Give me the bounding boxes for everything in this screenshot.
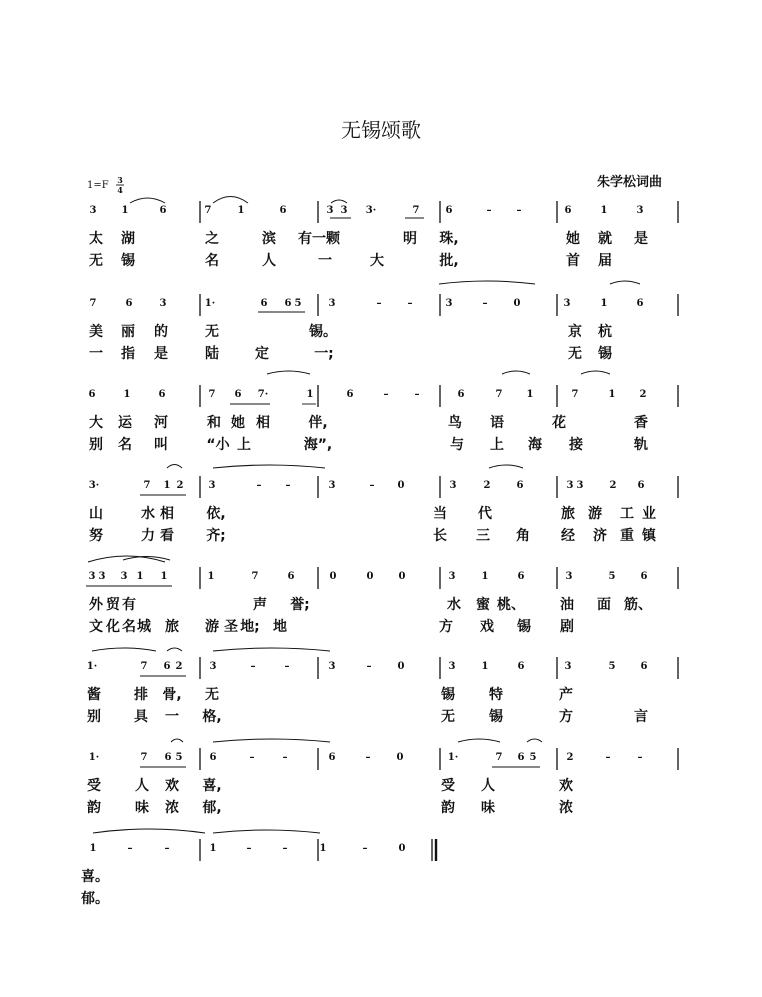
- lyric-word: 名: [122, 619, 136, 635]
- note: 6: [159, 205, 167, 216]
- note: –: [282, 843, 288, 854]
- note: 7: [412, 205, 420, 216]
- lyric-word: 别: [89, 437, 103, 453]
- note: –: [164, 843, 170, 854]
- lyric-word: 三: [476, 528, 490, 544]
- note: 3: [328, 661, 336, 672]
- note: 2: [566, 752, 574, 763]
- lyric-word: 味: [481, 800, 495, 816]
- music-system: [200, 385, 678, 407]
- note: 7: [143, 480, 151, 491]
- note: –: [366, 661, 372, 672]
- lyric-word: 与: [450, 437, 464, 453]
- tie-slur: [171, 739, 183, 742]
- note: 3: [445, 298, 453, 309]
- tie-slur: [489, 465, 523, 468]
- note: 6: [88, 389, 96, 400]
- note: 3: [88, 571, 96, 582]
- note: 6: [234, 389, 242, 400]
- note: –: [376, 298, 382, 309]
- lyric-word: 就: [598, 231, 612, 247]
- note: –: [414, 389, 420, 400]
- note: 7: [140, 661, 148, 672]
- note: 6: [637, 480, 645, 491]
- note: 1: [89, 843, 97, 854]
- note: 1: [136, 571, 144, 582]
- lyric-word: 的: [154, 324, 168, 340]
- lyric-word: 京: [568, 324, 582, 340]
- lyric-word: 大: [89, 415, 103, 431]
- note: 3: [563, 298, 571, 309]
- note: 3: [449, 480, 457, 491]
- note: 3: [566, 480, 574, 491]
- note: 6: [640, 571, 648, 582]
- note: –: [285, 480, 291, 491]
- lyric-word: 一: [165, 709, 179, 725]
- lyric-word: 贸: [106, 597, 120, 613]
- lyric-word: 珠,: [439, 231, 459, 247]
- tie-slur: [92, 648, 156, 651]
- note: 6: [517, 661, 525, 672]
- lyric-word: 锡: [598, 346, 612, 362]
- lyric-word: 言: [634, 709, 648, 725]
- lyric-word: 定: [255, 346, 269, 362]
- note: 1: [481, 571, 489, 582]
- lyric-word: 欢: [165, 778, 179, 794]
- note: 7: [140, 752, 148, 763]
- note: 7: [251, 571, 259, 582]
- page-title: 无锡颂歌: [341, 118, 421, 142]
- note: –: [249, 752, 255, 763]
- note: –: [365, 752, 371, 763]
- note: 3: [209, 661, 217, 672]
- lyric-word: 运: [118, 415, 132, 431]
- lyric-word: 湖: [121, 231, 135, 247]
- lyric-word: 受: [87, 778, 101, 794]
- lyric-word: 重: [620, 528, 634, 544]
- note: 1: [600, 298, 608, 309]
- note: 1: [207, 571, 215, 582]
- note: 6: [164, 752, 172, 763]
- note: 3: [565, 571, 573, 582]
- note: 1: [123, 389, 131, 400]
- note: 6: [346, 389, 354, 400]
- lyric-word: 有: [122, 597, 136, 613]
- note: –: [284, 661, 290, 672]
- lyric-word: 水: [447, 597, 461, 613]
- note: 1: [600, 205, 608, 216]
- note: –: [369, 480, 375, 491]
- tie-slur: [213, 197, 248, 204]
- note: 3·: [365, 205, 377, 216]
- note: 0: [397, 661, 405, 672]
- lyric-word: 相: [256, 415, 270, 431]
- note: –: [256, 480, 262, 491]
- note: 0: [398, 571, 406, 582]
- lyric-word: 她: [231, 415, 245, 431]
- lyric-word: 指: [121, 346, 135, 362]
- lyric-word: 有一颗: [298, 231, 340, 247]
- note: 3: [448, 661, 456, 672]
- lyric-word: 接: [569, 437, 583, 453]
- lyric-word: 业: [642, 506, 656, 522]
- note: 6: [163, 661, 171, 672]
- tie-slur: [267, 371, 310, 374]
- lyric-word: “小: [206, 437, 230, 453]
- credit-line: 朱学松词曲: [597, 175, 663, 190]
- note: 2: [483, 480, 491, 491]
- note: 1: [526, 389, 534, 400]
- note: 7: [495, 389, 503, 400]
- lyric-word: 伴,: [308, 415, 328, 431]
- note: –: [516, 205, 522, 216]
- lyric-word: 届: [598, 253, 612, 269]
- note: 2: [176, 480, 184, 491]
- note: 3: [636, 205, 644, 216]
- lyric-word: 锡: [121, 253, 135, 269]
- note: 3: [159, 298, 167, 309]
- note: 1: [121, 205, 129, 216]
- note: 1: [163, 480, 171, 491]
- lyric-word: 批,: [439, 253, 459, 269]
- lyric-word: 太: [89, 231, 103, 247]
- note: 6: [445, 205, 453, 216]
- lyric-word: 陆: [205, 346, 219, 362]
- lyric-word: 浓: [165, 800, 179, 816]
- lyric-word: 游: [588, 506, 602, 522]
- lyric-word: 大: [370, 253, 384, 269]
- lyric-word: 面: [597, 597, 611, 613]
- tie-slur: [130, 198, 165, 203]
- note: 5: [294, 298, 302, 309]
- lyric-word: 叫: [154, 437, 168, 453]
- lyric-word: 锡: [489, 709, 503, 725]
- note: 1: [319, 843, 327, 854]
- lyric-word: 名: [118, 437, 132, 453]
- lyric-word: 一: [318, 253, 332, 269]
- lyric-word: 一: [89, 346, 103, 362]
- note: –: [383, 389, 389, 400]
- lyric-word: 受: [441, 778, 455, 794]
- lyric-word: 经: [561, 528, 575, 544]
- note: –: [127, 843, 133, 854]
- note: 6: [564, 205, 572, 216]
- note: 7: [495, 752, 503, 763]
- note: 6: [457, 389, 465, 400]
- lyric-word: 角: [516, 528, 530, 544]
- lyric-word: 酱: [87, 687, 101, 703]
- time-signature-top: 3: [117, 175, 123, 185]
- lyric-word: 人: [481, 778, 495, 794]
- note: 1·: [204, 298, 216, 309]
- lyric-word: 轨: [634, 437, 648, 453]
- lyric-word: 和: [207, 415, 221, 431]
- lyric-word: 一;: [314, 346, 334, 362]
- lyric-word: 锡: [441, 687, 455, 703]
- lyric-word: 上: [237, 437, 251, 453]
- tie-slur: [439, 281, 535, 284]
- note: 7·: [257, 389, 269, 400]
- tie-slur: [331, 200, 347, 203]
- note: 7: [571, 389, 579, 400]
- lyric-word: 旅: [561, 506, 575, 522]
- lyric-word: 韵: [87, 800, 101, 816]
- music-system: [200, 476, 678, 498]
- lyric-word: 丽: [121, 324, 135, 340]
- note: 3: [576, 480, 584, 491]
- note: 6: [517, 571, 525, 582]
- lyric-word: 圣: [224, 619, 238, 635]
- lyric-word: 文: [89, 619, 103, 635]
- lyric-word: 海: [528, 437, 542, 453]
- lyric-word: 喜,: [202, 778, 222, 794]
- note: –: [246, 843, 252, 854]
- note: 6: [328, 752, 336, 763]
- note: –: [250, 661, 256, 672]
- note: –: [605, 752, 611, 763]
- tie-slur: [213, 739, 330, 742]
- music-system: [200, 567, 678, 589]
- note: 7: [208, 389, 216, 400]
- music-system: [200, 657, 678, 679]
- lyric-word: 她: [566, 231, 580, 247]
- note: 6: [640, 661, 648, 672]
- note: 3: [564, 661, 572, 672]
- note: 3: [328, 298, 336, 309]
- lyric-word: 别: [87, 709, 101, 725]
- note: 1·: [447, 752, 459, 763]
- lyric-word: 锡。: [309, 324, 337, 340]
- tie-slur: [610, 281, 640, 284]
- note: 3: [89, 205, 97, 216]
- note: 6: [287, 571, 295, 582]
- tie-slur: [527, 739, 542, 742]
- lyric-word: 游: [205, 619, 219, 635]
- lyric-word: 之: [205, 231, 219, 247]
- lyric-word: 依,: [206, 506, 226, 522]
- lyric-word: 锡: [517, 619, 531, 635]
- note: 5: [529, 752, 537, 763]
- note: 1: [209, 843, 217, 854]
- lyric-word: 方: [439, 619, 453, 635]
- lyric-word: 化: [106, 619, 120, 635]
- lyric-word: 齐;: [206, 528, 226, 544]
- lyric-word: 无: [205, 324, 219, 340]
- note: 1: [608, 389, 616, 400]
- note: –: [482, 298, 488, 309]
- lyric-word: 无: [568, 346, 582, 362]
- note: 2: [175, 661, 183, 672]
- lyric-word: 济: [593, 528, 607, 544]
- lyric-word: 人: [135, 778, 149, 794]
- lyric-word: 是: [154, 346, 168, 362]
- note: 0: [366, 571, 374, 582]
- lyric-word: 特: [489, 687, 503, 703]
- tie-slur: [93, 829, 205, 833]
- lyric-word: 鸟: [448, 415, 462, 431]
- lyric-word: 郁,: [202, 800, 222, 816]
- note: 7: [204, 205, 212, 216]
- time-signature-bottom: 4: [117, 185, 123, 195]
- lyric-word: 人: [262, 253, 276, 269]
- lyric-word: 努: [89, 528, 103, 544]
- lyric-word: 上: [490, 437, 504, 453]
- note: 3: [208, 480, 216, 491]
- lyric-word: 欢: [559, 778, 573, 794]
- tie-slur: [213, 648, 330, 651]
- note: 1·: [86, 661, 98, 672]
- lyric-word: 旅: [165, 619, 179, 635]
- lyric-word: 浓: [559, 800, 573, 816]
- note: 6: [516, 480, 524, 491]
- tie-slur: [502, 371, 530, 374]
- note: 6: [636, 298, 644, 309]
- lyric-word: 山: [89, 506, 103, 522]
- lyric-word: 看: [160, 528, 174, 544]
- lyric-word: 长: [433, 528, 447, 544]
- note: 3: [326, 205, 334, 216]
- lyric-word: 无: [441, 709, 455, 725]
- lyric-word: 河: [154, 415, 168, 431]
- lyric-word: 相: [160, 506, 174, 522]
- note: 1: [481, 661, 489, 672]
- note: 1: [160, 571, 168, 582]
- lyric-word: 香: [634, 415, 648, 431]
- lyric-word: 誉;: [290, 597, 310, 613]
- lyric-word: 城: [137, 619, 151, 635]
- lyric-word: 镇: [642, 528, 656, 544]
- lyric-word: 具: [134, 709, 148, 725]
- lyric-word: 地: [273, 619, 287, 635]
- note: –: [486, 205, 492, 216]
- lyric-word: 花: [552, 415, 566, 431]
- note: 6: [125, 298, 133, 309]
- lyric-word: 方: [559, 709, 573, 725]
- note: 1: [306, 389, 314, 400]
- lyric-word: 首: [566, 253, 580, 269]
- lyric-word: 是: [634, 231, 648, 247]
- note: 3: [98, 571, 106, 582]
- lyric-word: 地;: [240, 619, 260, 635]
- tie-slur: [213, 465, 325, 468]
- note: 5: [608, 661, 616, 672]
- note: 6: [158, 389, 166, 400]
- lyric-word: 海”,: [303, 437, 333, 453]
- note: 6: [517, 752, 525, 763]
- note: 7: [89, 298, 97, 309]
- tie-slur: [167, 648, 182, 651]
- note: 3: [328, 480, 336, 491]
- lyric-word: 当: [433, 506, 447, 522]
- note: 6: [279, 205, 287, 216]
- note: 5: [608, 571, 616, 582]
- lyric-word: 代: [478, 506, 492, 522]
- note: 0: [513, 298, 521, 309]
- lyric-word: 筋、: [624, 597, 652, 613]
- lyric-word: 水: [141, 506, 155, 522]
- tie-slur: [458, 739, 500, 742]
- lyric-word: 蜜: [476, 597, 490, 613]
- lyric-word: 明: [403, 231, 417, 247]
- lyric-word: 无: [89, 253, 103, 269]
- lyric-word: 力: [141, 528, 155, 544]
- key-signature: 1=F: [87, 180, 109, 191]
- note: 3: [120, 571, 128, 582]
- lyric-word: 骨,: [162, 687, 182, 703]
- note: 1·: [88, 752, 100, 763]
- lyric-word: 郁。: [81, 891, 109, 907]
- note: 1: [237, 205, 245, 216]
- note: 5: [175, 752, 183, 763]
- note: 0: [396, 752, 404, 763]
- lyric-word: 杭: [598, 324, 612, 340]
- lyric-word: 产: [559, 687, 573, 703]
- lyric-word: 剧: [560, 619, 574, 635]
- note: 3: [340, 205, 348, 216]
- note: 6: [260, 298, 268, 309]
- tie-slur: [167, 465, 182, 469]
- note: 0: [397, 480, 405, 491]
- note: 2: [609, 480, 617, 491]
- tie-slur: [581, 371, 610, 374]
- lyric-word: 桃、: [497, 597, 525, 613]
- lyric-word: 声: [253, 597, 267, 613]
- note: 3·: [88, 480, 100, 491]
- note: 0: [398, 843, 406, 854]
- lyric-word: 油: [560, 597, 574, 613]
- lyric-word: 格,: [202, 709, 222, 725]
- lyric-word: 喜。: [81, 869, 109, 885]
- note: 6: [284, 298, 292, 309]
- lyric-word: 韵: [441, 800, 455, 816]
- note: 2: [639, 389, 647, 400]
- note: 0: [329, 571, 337, 582]
- lyric-word: 滨: [262, 231, 276, 247]
- lyric-word: 外: [89, 597, 103, 613]
- lyric-word: 戏: [480, 619, 494, 635]
- lyric-word: 语: [490, 415, 504, 431]
- lyric-word: 无: [205, 687, 219, 703]
- note: 6: [209, 752, 217, 763]
- tie-slur: [123, 557, 170, 561]
- lyric-word: 美: [89, 324, 103, 340]
- note: –: [407, 298, 413, 309]
- note: –: [362, 843, 368, 854]
- lyric-word: 工: [620, 506, 634, 522]
- note: –: [637, 752, 643, 763]
- note: –: [282, 752, 288, 763]
- lyric-word: 排: [134, 687, 148, 703]
- lyric-word: 名: [205, 253, 219, 269]
- note: 3: [448, 571, 456, 582]
- lyric-word: 味: [135, 800, 149, 816]
- tie-slur: [213, 830, 320, 833]
